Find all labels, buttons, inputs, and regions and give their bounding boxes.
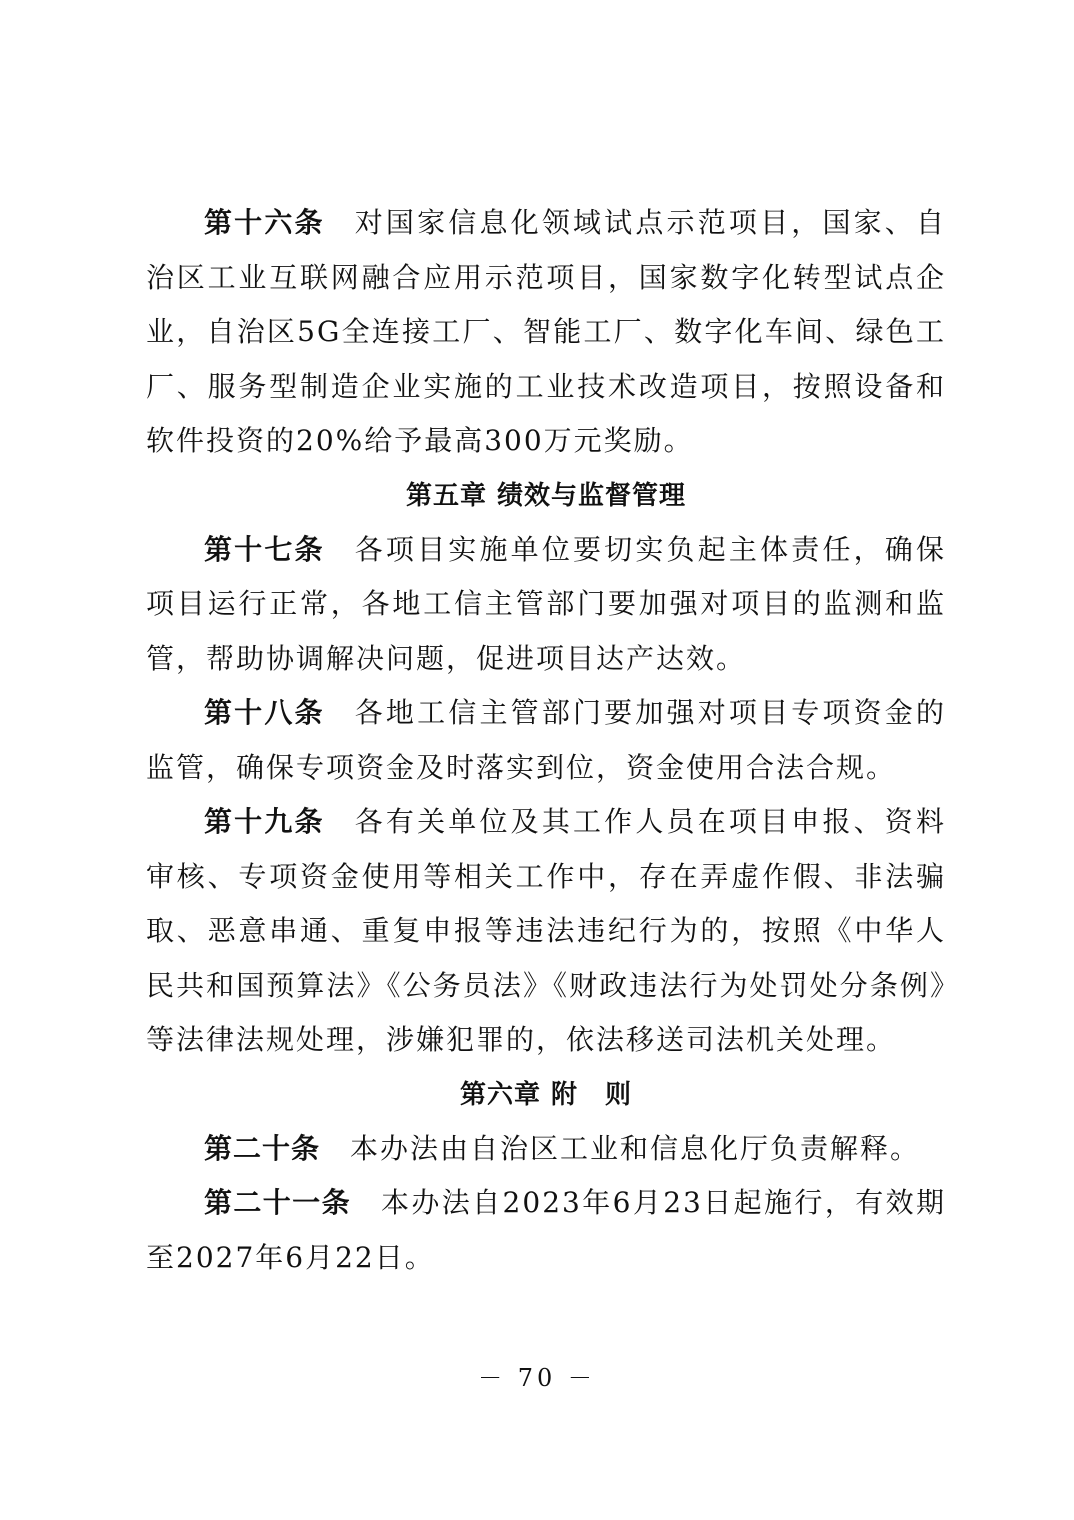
article-number: 第二十条 [204, 1131, 321, 1165]
article-number: 第十九条 [204, 805, 325, 838]
article-16 [146, 196, 946, 469]
article-20 [146, 1122, 946, 1177]
article-text: 各有关单位及其工作人员在项目申报、资料审核、专项资金使用等相关工作中，存在弄虚作假、非法骗取、恶意串通、重复申报等违法违纪行为的，按照《中华人民共和国预算法》《公务员法》《财政违法行为处罚处分条例》等法律法规处理，涉嫌犯罪的，依法移送司法机关处理。 [146, 805, 946, 1056]
article-number: 第十六条 [204, 206, 325, 239]
article-17 [146, 523, 946, 687]
article-18 [146, 686, 946, 795]
page-number: － 70 － [478, 1364, 596, 1392]
article-text: 对国家信息化领域试点示范项目，国家、自治区工业互联网融合应用示范项目，国家数字化转型试点企业，自治区5G全连接工厂、智能工厂、数字化车间、绿色工厂、服务型制造企业实施的工业技术改造项目，按照设备和软件投资的20%给予最高300万元奖励。 [146, 206, 946, 457]
chapter-heading-5: 第五章 绩效与监督管理 [405, 480, 687, 511]
article-text: 各地工信主管部门要加强对项目专项资金的监管，确保专项资金及时落实到位，资金使用合法合规。 [146, 696, 946, 784]
article-number: 第二十一条 [204, 1186, 351, 1219]
article-21 [146, 1176, 946, 1285]
article-text: 各项目实施单位要切实负起主体责任，确保项目运行正常，各地工信主管部门要加强对项目的监测和监管，帮助协调解决问题，促进项目达产达效。 [146, 532, 946, 675]
article-19 [146, 795, 946, 1068]
chapter-heading-6: 第六章 附 则 [459, 1079, 633, 1110]
document-body [146, 196, 946, 1285]
article-text: 本办法由自治区工业和信息化厅负责解释。 [350, 1131, 921, 1165]
article-text: 本办法自2023年6月23日起施行，有效期至2027年6月22日。 [146, 1186, 946, 1274]
article-number: 第十八条 [204, 696, 325, 729]
article-number: 第十七条 [204, 532, 325, 566]
